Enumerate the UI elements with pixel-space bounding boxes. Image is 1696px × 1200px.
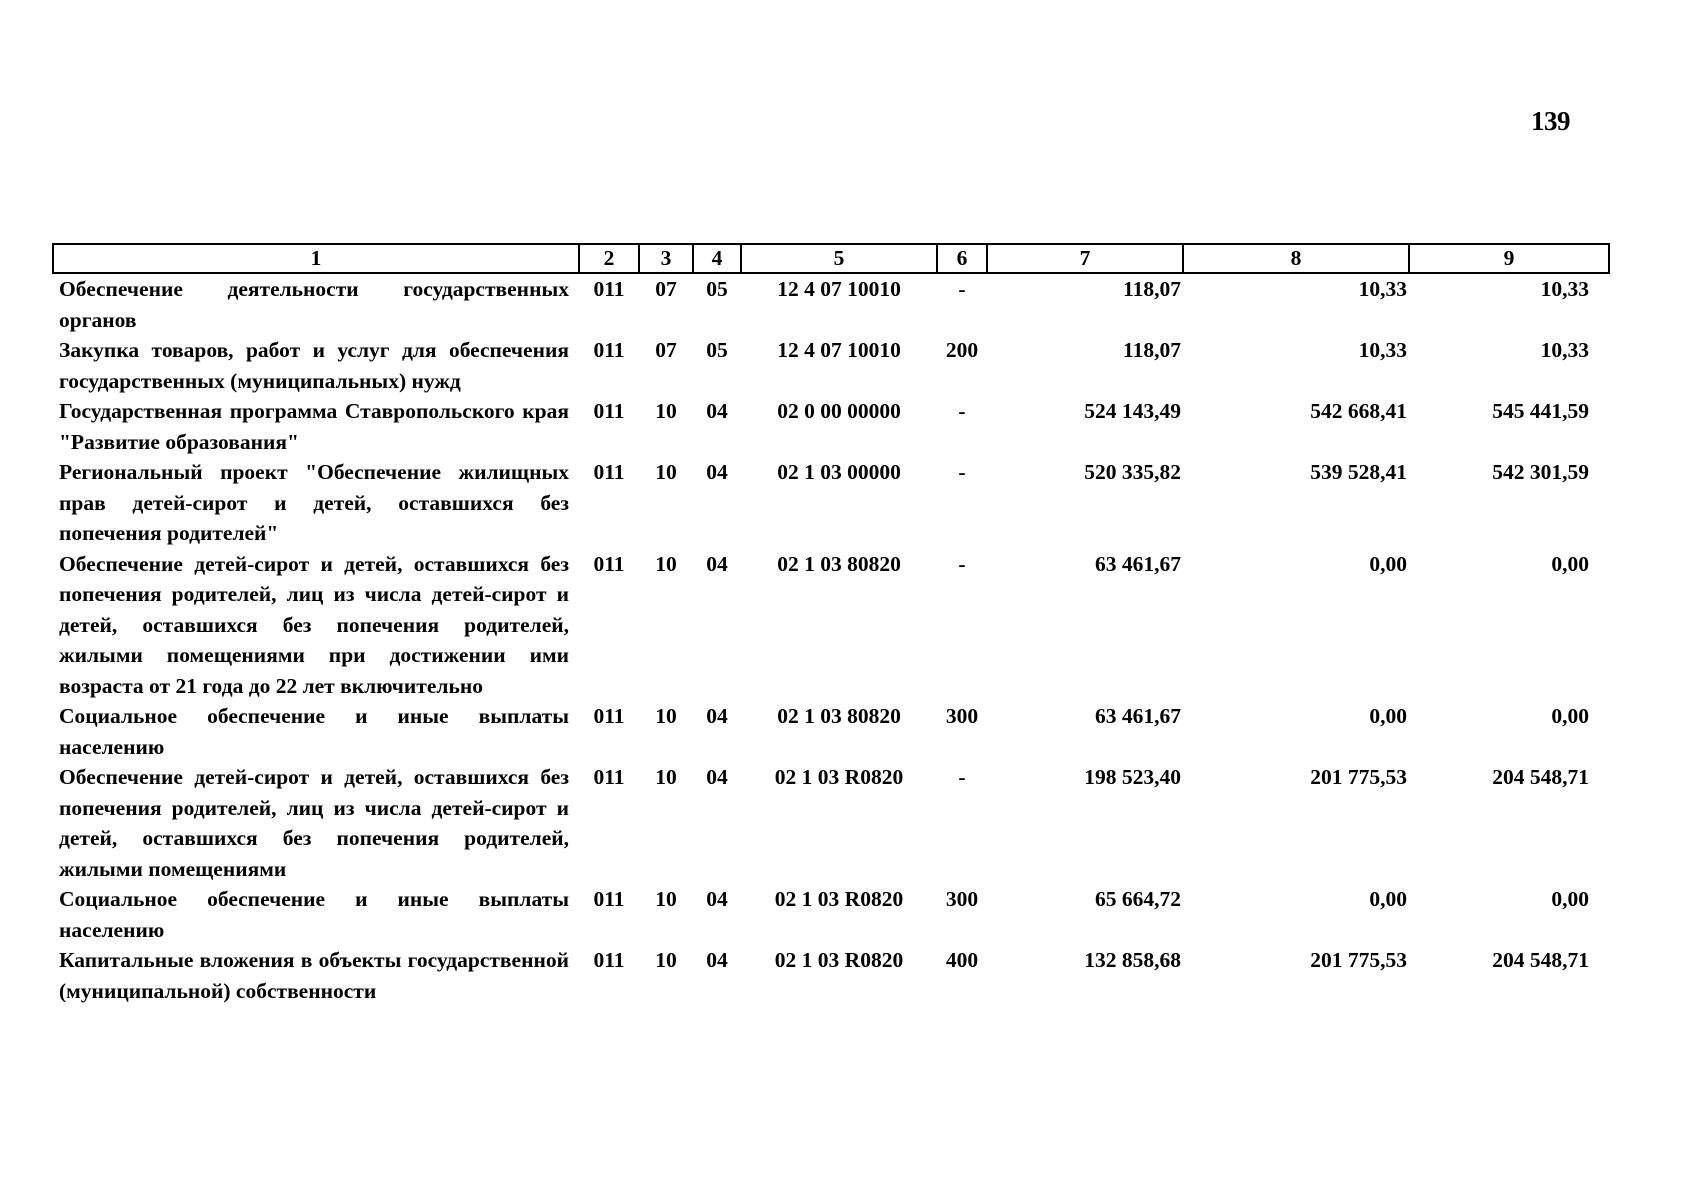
row-name: Закупка товаров, работ и услуг для обеспечения государственных (муниципальных) нужд: [59, 338, 569, 393]
row-name: Социальное обеспечение и иные выплаты населению: [59, 704, 569, 759]
row-subsection: 04: [706, 948, 728, 972]
row-amount-col8: 10,33: [1358, 277, 1407, 301]
table-row: [53, 335, 1609, 396]
row-target-article: 02 1 03 R0820: [774, 887, 904, 911]
row-amount-col7: 63 461,67: [1095, 704, 1181, 728]
header-cell-7: 7: [987, 244, 1183, 273]
header-cell-2: 2: [579, 244, 639, 273]
row-target-article: 02 1 03 80820: [777, 551, 901, 576]
row-section: 10: [655, 704, 677, 728]
row-target-article: 12 4 07 10010: [777, 338, 901, 362]
header-cell-4: 4: [693, 244, 741, 273]
table-row: [53, 396, 1609, 457]
row-amount-col9: 545 441,59: [1492, 399, 1589, 423]
row-admin-code: 011: [593, 399, 625, 423]
row-subsection: 04: [706, 551, 728, 576]
row-target-article: 02 1 03 R0820: [774, 765, 904, 789]
row-name: Обеспечение деятельности государственных органов: [59, 277, 569, 332]
row-amount-col7: 65 664,72: [1095, 887, 1181, 911]
row-admin-code: 011: [593, 277, 625, 301]
row-amount-col8: 0,00: [1369, 704, 1407, 728]
row-amount-col8: 0,00: [1369, 551, 1407, 576]
row-amount-col8: 0,00: [1369, 887, 1407, 911]
row-amount-col7: 524 143,49: [1084, 399, 1181, 423]
row-amount-col9: 204 548,71: [1492, 765, 1589, 789]
row-amount-col7: 132 858,68: [1084, 948, 1181, 972]
row-expense-type: 300: [945, 704, 979, 728]
row-expense-type: 200: [945, 338, 979, 362]
row-expense-type: -: [958, 399, 966, 423]
row-subsection: 04: [706, 765, 728, 789]
row-expense-type: 300: [945, 887, 979, 911]
header-cell-9: 9: [1409, 244, 1609, 273]
row-admin-code: 011: [593, 765, 625, 789]
table-row: [53, 884, 1609, 945]
row-admin-code: 011: [593, 704, 625, 728]
row-subsection: 04: [706, 887, 728, 911]
row-section: 07: [655, 338, 677, 362]
row-section: 10: [655, 399, 677, 423]
row-amount-col9: 0,00: [1551, 551, 1589, 576]
row-name: Государственная программа Ставропольского края "Развитие образования": [59, 399, 569, 454]
row-amount-col8: 542 668,41: [1310, 399, 1407, 423]
header-cell-8: 8: [1183, 244, 1409, 273]
row-section: 10: [655, 551, 677, 576]
row-amount-col9: 204 548,71: [1492, 948, 1589, 972]
row-section: 10: [655, 887, 677, 911]
row-name: Капитальные вложения в объекты государственной (муниципальной) собственности: [59, 948, 569, 1003]
table-row: [53, 945, 1609, 1006]
table-row: [53, 701, 1609, 762]
header-row: [53, 244, 1609, 273]
row-subsection: 04: [706, 704, 728, 728]
row-admin-code: 011: [593, 460, 625, 484]
table-row: [53, 273, 1609, 335]
row-name: Обеспечение детей-сирот и детей, оставшихся без попечения родителей, лиц из числа детей-сирот и детей, оставшихся без попечения родителей, жилыми помещениями: [59, 765, 569, 881]
row-admin-code: 011: [593, 887, 625, 911]
row-expense-type: 400: [945, 948, 979, 972]
row-subsection: 05: [706, 277, 728, 301]
table-row: [53, 549, 1609, 702]
row-subsection: 04: [706, 460, 728, 484]
row-section: 07: [655, 277, 677, 301]
row-section: 10: [655, 765, 677, 789]
row-section: 10: [655, 948, 677, 972]
row-expense-type: -: [958, 460, 966, 484]
row-amount-col7: 520 335,82: [1084, 460, 1181, 484]
row-target-article: 12 4 07 10010: [777, 277, 901, 301]
row-amount-col8: 201 775,53: [1310, 948, 1407, 972]
row-target-article: 02 0 00 00000: [777, 399, 901, 423]
row-name: Обеспечение детей-сирот и детей, оставшихся без попечения родителей, лиц из числа детей-сирот и детей, оставшихся без попечения родителей, жилыми помещениями при достижении ими возраста от 21 года до 22 лет включительно: [59, 551, 569, 698]
row-section: 10: [655, 460, 677, 484]
row-amount-col9: 0,00: [1551, 704, 1589, 728]
row-amount-col7: 118,07: [1123, 338, 1181, 362]
table-body: [53, 273, 1609, 1006]
row-amount-col7: 63 461,67: [1095, 551, 1181, 576]
page-number: 139: [1531, 106, 1570, 136]
row-target-article: 02 1 03 00000: [777, 460, 901, 484]
row-amount-col9: 0,00: [1551, 887, 1589, 911]
row-admin-code: 011: [593, 948, 625, 972]
row-subsection: 05: [706, 338, 728, 362]
row-admin-code: 011: [593, 338, 625, 362]
header-cell-1: 1: [53, 244, 579, 273]
table-row: [53, 457, 1609, 549]
row-expense-type: -: [958, 765, 966, 789]
row-amount-col7: 118,07: [1123, 277, 1181, 301]
row-amount-col8: 539 528,41: [1310, 460, 1407, 484]
budget-table: [52, 243, 1610, 1006]
row-admin-code: 011: [593, 551, 625, 576]
row-expense-type: -: [958, 551, 966, 576]
row-amount-col9: 542 301,59: [1492, 460, 1589, 484]
row-amount-col9: 10,33: [1540, 338, 1589, 362]
row-target-article: 02 1 03 80820: [777, 704, 901, 728]
row-name: Социальное обеспечение и иные выплаты населению: [59, 887, 569, 942]
row-subsection: 04: [706, 399, 728, 423]
header-cell-6: 6: [937, 244, 987, 273]
row-name: Региональный проект "Обеспечение жилищных прав детей-сирот и детей, оставшихся без попечения родителей": [59, 460, 569, 545]
row-amount-col7: 198 523,40: [1084, 765, 1181, 789]
row-target-article: 02 1 03 R0820: [774, 948, 904, 972]
table-row: [53, 762, 1609, 884]
row-amount-col8: 201 775,53: [1310, 765, 1407, 789]
header-cell-5: 5: [741, 244, 937, 273]
header-cell-3: 3: [639, 244, 693, 273]
row-amount-col8: 10,33: [1358, 338, 1407, 362]
row-expense-type: -: [958, 277, 966, 301]
row-amount-col9: 10,33: [1540, 277, 1589, 301]
